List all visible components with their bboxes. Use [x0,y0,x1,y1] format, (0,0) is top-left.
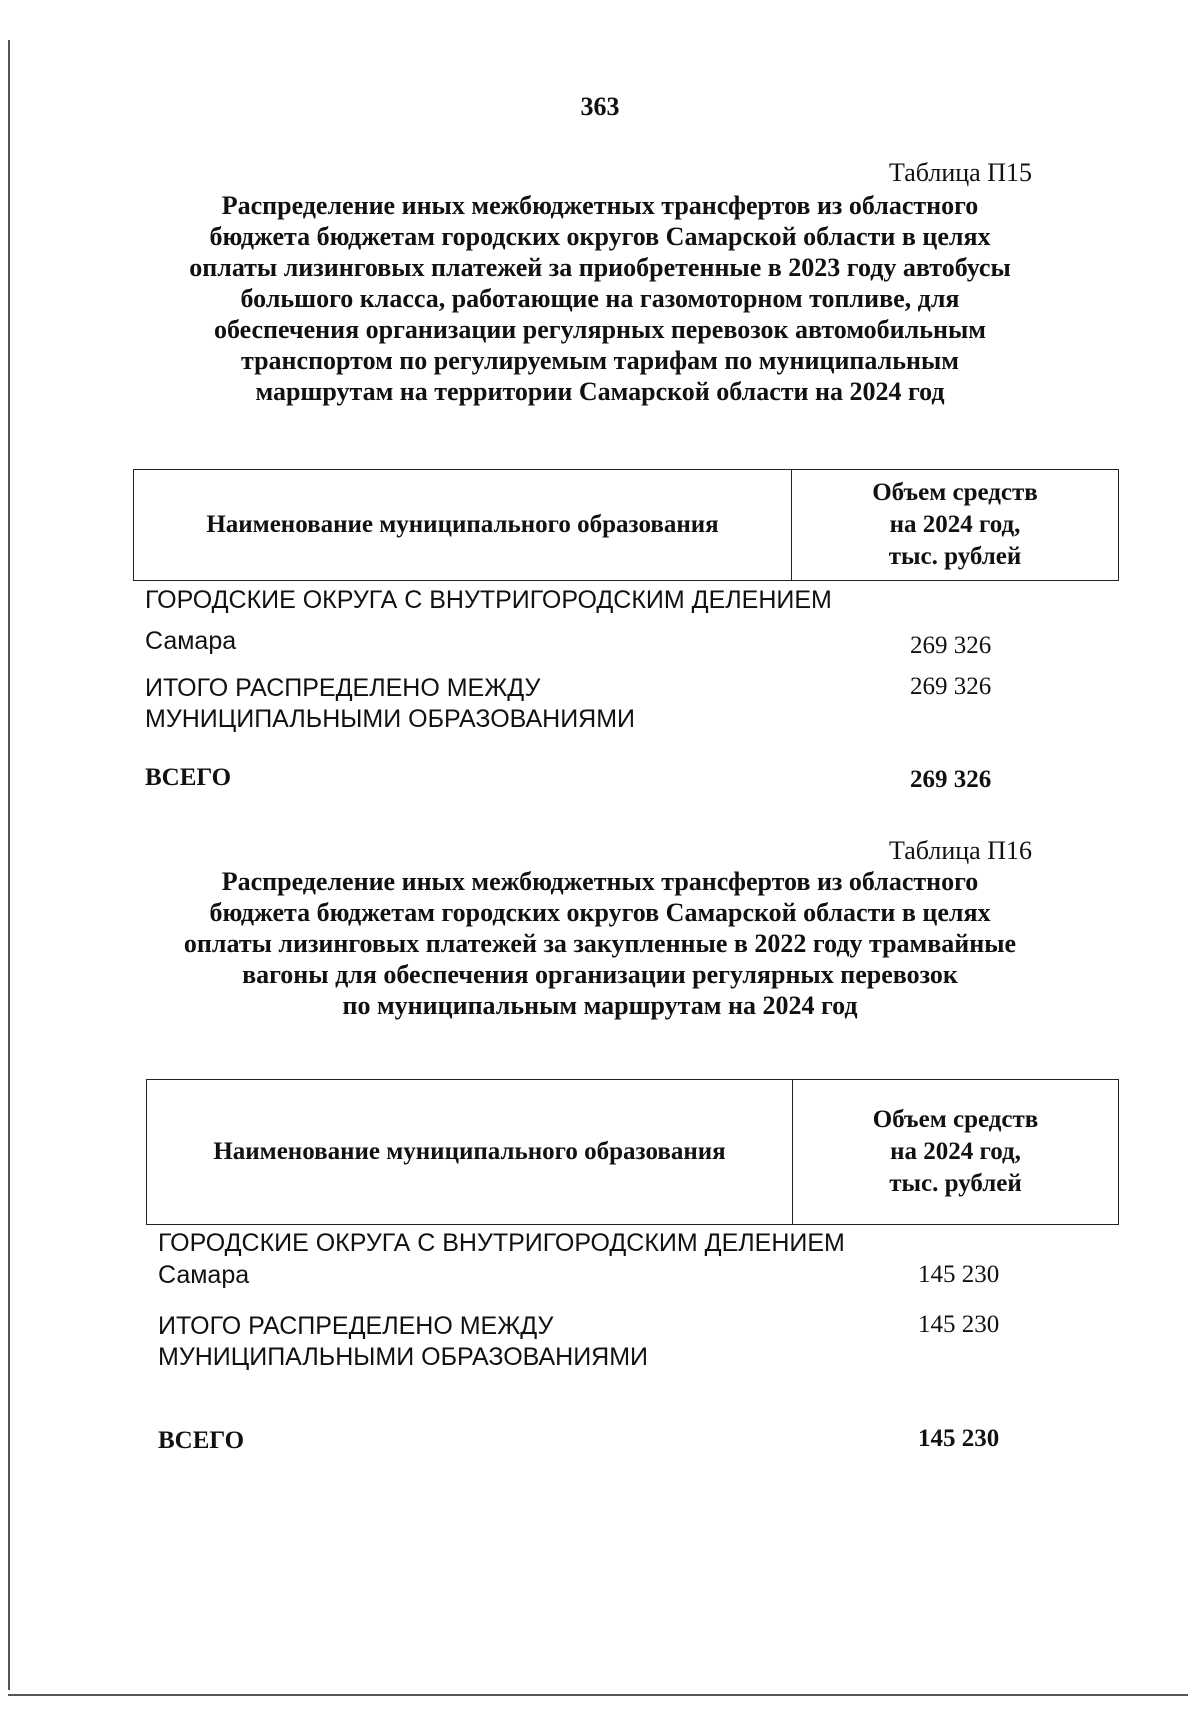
title-line: транспортом по регулируемым тарифам по муниципальным [241,346,959,375]
total-label: ВСЕГО [158,1427,245,1454]
row-name-line: ИТОГО РАСПРЕДЕЛЕНО МЕЖДУ [145,674,541,702]
title-line: большого класса, работающие на газомоторном топливе, для [240,284,960,313]
header-amount-line: на 2024 год, [890,1138,1021,1165]
row-name-line: МУНИЦИПАЛЬНЫМИ ОБРАЗОВАНИЯМИ [158,1343,649,1371]
table-header [133,469,1119,581]
header-column-name: Наименование муниципального образования [134,470,792,580]
table-header [146,1079,1119,1225]
row-name: Самара [145,627,237,655]
title-line: оплаты лизинговых платежей за приобретенные в 2023 году автобусы [189,253,1011,282]
title-line: бюджета бюджетам городских округов Самарской области в целях [209,898,991,927]
row-value: 145 230 [918,1261,1000,1288]
group-heading: ГОРОДСКИЕ ОКРУГА С ВНУТРИГОРОДСКИМ ДЕЛЕНИЕМ [158,1229,845,1257]
header-amount-line: тыс. рублей [888,543,1022,570]
title-line: вагоны для обеспечения организации регулярных перевозок [242,960,958,989]
table-label: Таблица П16 [889,836,1032,865]
total-value: 145 230 [918,1425,1000,1452]
row-name-line: МУНИЦИПАЛЬНЫМИ ОБРАЗОВАНИЯМИ [145,705,636,733]
header-column-amount [792,470,1118,580]
scan-bottom-edge [8,1694,1188,1696]
title-line: оплаты лизинговых платежей за закупленные в 2022 году трамвайные [183,929,1017,958]
header-amount-line: на 2024 год, [889,511,1021,538]
row-value: 145 230 [918,1311,1000,1338]
title-line: маршрутам на территории Самарской области на 2024 год [255,377,945,406]
title-line: бюджета бюджетам городских округов Самарской области в целях [209,222,991,251]
row-value: 269 326 [910,673,992,700]
title-line: Распределение иных межбюджетных трансфертов из областного [221,867,979,896]
title-line: обеспечения организации регулярных перевозок автомобильным [214,315,986,344]
table-title [100,866,1100,1021]
scan-left-edge [8,40,10,1690]
header-column-name: Наименование муниципального образования [147,1080,793,1224]
row-value: 269 326 [910,632,992,659]
header-amount-line: Объем средств [872,479,1038,506]
group-heading: ГОРОДСКИЕ ОКРУГА С ВНУТРИГОРОДСКИМ ДЕЛЕНИЕМ [145,586,832,614]
row-name [158,1311,648,1373]
header-column-amount [793,1080,1118,1224]
row-name-line: ИТОГО РАСПРЕДЕЛЕНО МЕЖДУ [158,1312,554,1340]
header-amount-line: тыс. рублей [889,1170,1022,1197]
table-label: Таблица П15 [889,158,1032,187]
table-title [100,190,1100,407]
title-line: Распределение иных межбюджетных трансфертов из областного [221,191,979,220]
row-name [145,673,635,735]
row-name: Самара [158,1261,250,1289]
title-line: по муниципальным маршрутам на 2024 год [342,991,858,1020]
header-amount-line: Объем средств [872,1106,1039,1133]
page-number: 363 [580,92,620,121]
total-value: 269 326 [910,766,992,793]
total-label: ВСЕГО [145,764,232,791]
